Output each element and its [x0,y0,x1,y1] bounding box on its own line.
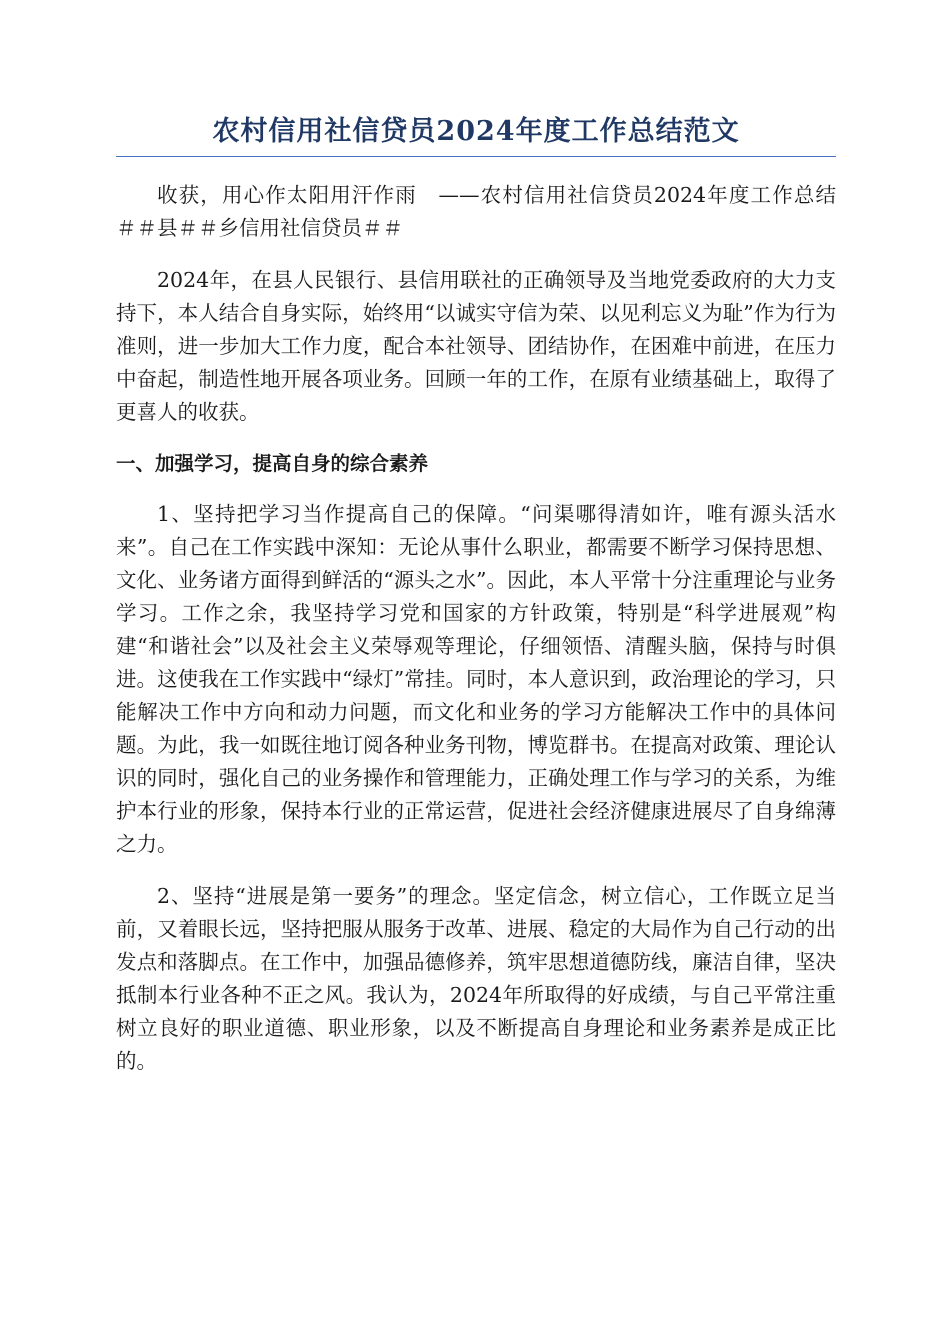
body-paragraph-2: 1、坚持把学习当作提高自己的保障。“问渠哪得清如许，唯有源头活水来”。自己在工作实践中深知：无论从事什么职业，都需要不断学习保持思想、文化、业务诸方面得到鲜活的“源头之水”。因此，本人平常十分注重理论与业务学习。工作之余，我坚持学习党和国家的方针政策，特别是“科学进展观”构建“和谐社会”以及社会主义荣辱观等理论，仔细领悟、清醒头脑，保持与时俱进。这使我在工作实践中“绿灯”常挂。同时，本人意识到，政治理论的学习，只能解决工作中方向和动力问题，而文化和业务的学习方能解决工作中的具体问题。为此，我一如既往地订阅各种业务刊物，博览群书。在提高对政策、理论认识的同时，强化自己的业务操作和管理能力，正确处理工作与学习的关系，为维护本行业的形象，保持本行业的正常运营，促进社会经济健康进展尽了自身绵薄之力。 [116,502,836,856]
document-page [116,112,857,1078]
document-title: 农村信用社信贷员2024年度工作总结范文 [116,112,836,157]
body-paragraph-3: 2、坚持“进展是第一要务”的理念。坚定信念，树立信心，工作既立足当前，又着眼长远，坚持把服从服务于改革、进展、稳定的大局作为自己行动的出发点和落脚点。在工作中，加强品德修养，筑牢思想道德防线，廉洁自律，坚决抵制本行业各种不正之风。我认为，2024年所取得的好成绩，与自己平常注重树立良好的职业道德、职业形象，以及不断提高自身理论和业务素养是成正比的。 [116,884,836,1073]
intro-paragraph: 收获，用心作太阳用汗作雨 ——农村信用社信贷员2024年度工作总结 ＃＃县＃＃乡信用社信贷员＃＃ [116,183,857,240]
section-heading-1: 一、加强学习，提高自身的综合素养 [116,452,429,475]
body-paragraph-1: 2024年，在县人民银行、县信用联社的正确领导及当地党委政府的大力支持下，本人结合自身实际，始终用“以诚实守信为荣、以见利忘义为耻”作为行为准则，进一步加大工作力度，配合本社领导、团结协作，在困难中前进，在压力中奋起，制造性地开展各项业务。回顾一年的工作，在原有业绩基础上，取得了更喜人的收获。 [116,268,836,424]
